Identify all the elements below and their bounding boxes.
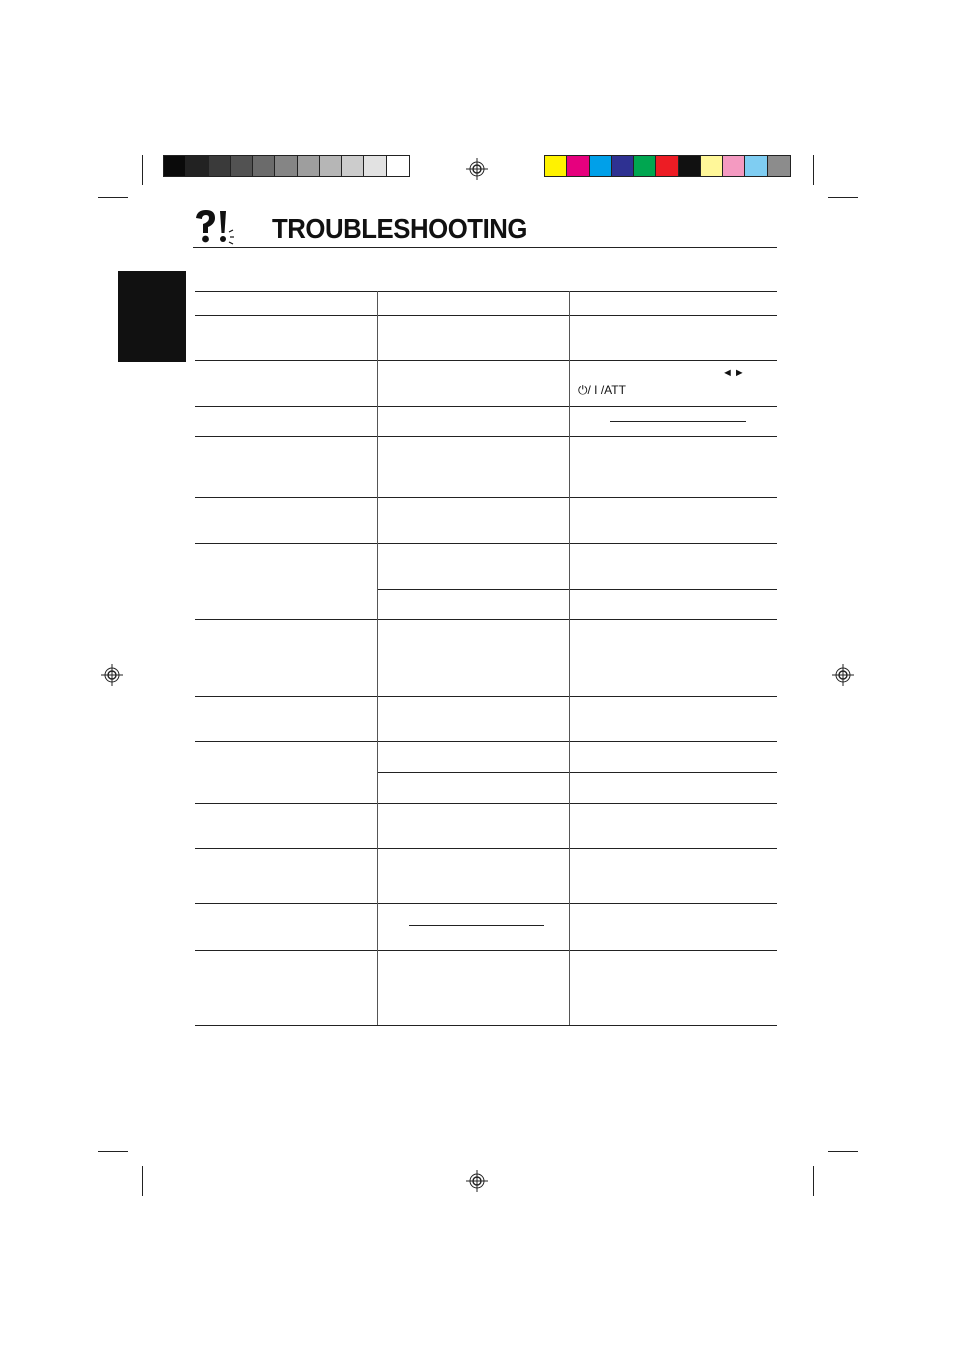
color-calibration-bar (544, 155, 791, 177)
color-swatch (590, 156, 612, 176)
color-swatch (164, 156, 186, 176)
language-tab (118, 271, 186, 362)
table-rule (195, 696, 777, 697)
column-divider (569, 291, 570, 1025)
crop-mark-bottom-right-v (813, 1166, 814, 1196)
registration-mark-bottom-icon (466, 1170, 488, 1192)
crop-mark-top-right-h (828, 197, 858, 198)
color-swatch (656, 156, 678, 176)
title-rule (193, 247, 777, 248)
underline (610, 421, 746, 422)
table-rule (195, 291, 777, 292)
crop-mark-top-left-h (98, 197, 128, 198)
crop-mark-bottom-right-h (828, 1151, 858, 1152)
color-swatch (320, 156, 342, 176)
color-swatch (209, 156, 231, 176)
table-rule (195, 803, 777, 804)
color-swatch (679, 156, 701, 176)
crop-mark-bottom-left-v (142, 1166, 143, 1196)
color-swatch (745, 156, 767, 176)
color-swatch (634, 156, 656, 176)
column-divider (377, 291, 378, 1025)
color-swatch (387, 156, 409, 176)
color-swatch (545, 156, 567, 176)
table-rule (195, 406, 777, 407)
table-rule (195, 315, 777, 316)
table-rule (195, 1025, 777, 1026)
table-rule (195, 903, 777, 904)
table-rule (195, 360, 777, 361)
color-swatch (231, 156, 253, 176)
color-swatch (567, 156, 589, 176)
crop-mark-bottom-left-h (98, 1151, 128, 1152)
registration-mark-right-icon (832, 664, 854, 686)
table-rule (378, 772, 777, 773)
color-swatch (723, 156, 745, 176)
gray-scale-bar (163, 155, 410, 177)
color-swatch (612, 156, 634, 176)
color-swatch (186, 156, 208, 176)
crop-mark-top-left-v (142, 155, 143, 185)
arrow-buttons-icon: ◄► (722, 367, 746, 379)
color-swatch (342, 156, 364, 176)
question-exclamation-icon (193, 208, 245, 246)
table-rule (195, 848, 777, 849)
table-rule (378, 589, 777, 590)
color-swatch (701, 156, 723, 176)
table-rule (195, 619, 777, 620)
page-title: TROUBLESHOOTING (272, 213, 527, 244)
table-rule (195, 497, 777, 498)
registration-mark-left-icon (101, 664, 123, 686)
table-rule (195, 741, 777, 742)
registration-mark-top-icon (466, 158, 488, 180)
crop-mark-top-right-v (813, 155, 814, 185)
power-att-button-label: ⏻/ I /ATT (578, 383, 626, 397)
color-swatch (298, 156, 320, 176)
color-swatch (364, 156, 386, 176)
color-swatch (253, 156, 275, 176)
underline (409, 925, 544, 926)
color-swatch (768, 156, 790, 176)
table-rule (195, 950, 777, 951)
table-rule (195, 543, 777, 544)
color-swatch (275, 156, 297, 176)
table-rule (195, 436, 777, 437)
